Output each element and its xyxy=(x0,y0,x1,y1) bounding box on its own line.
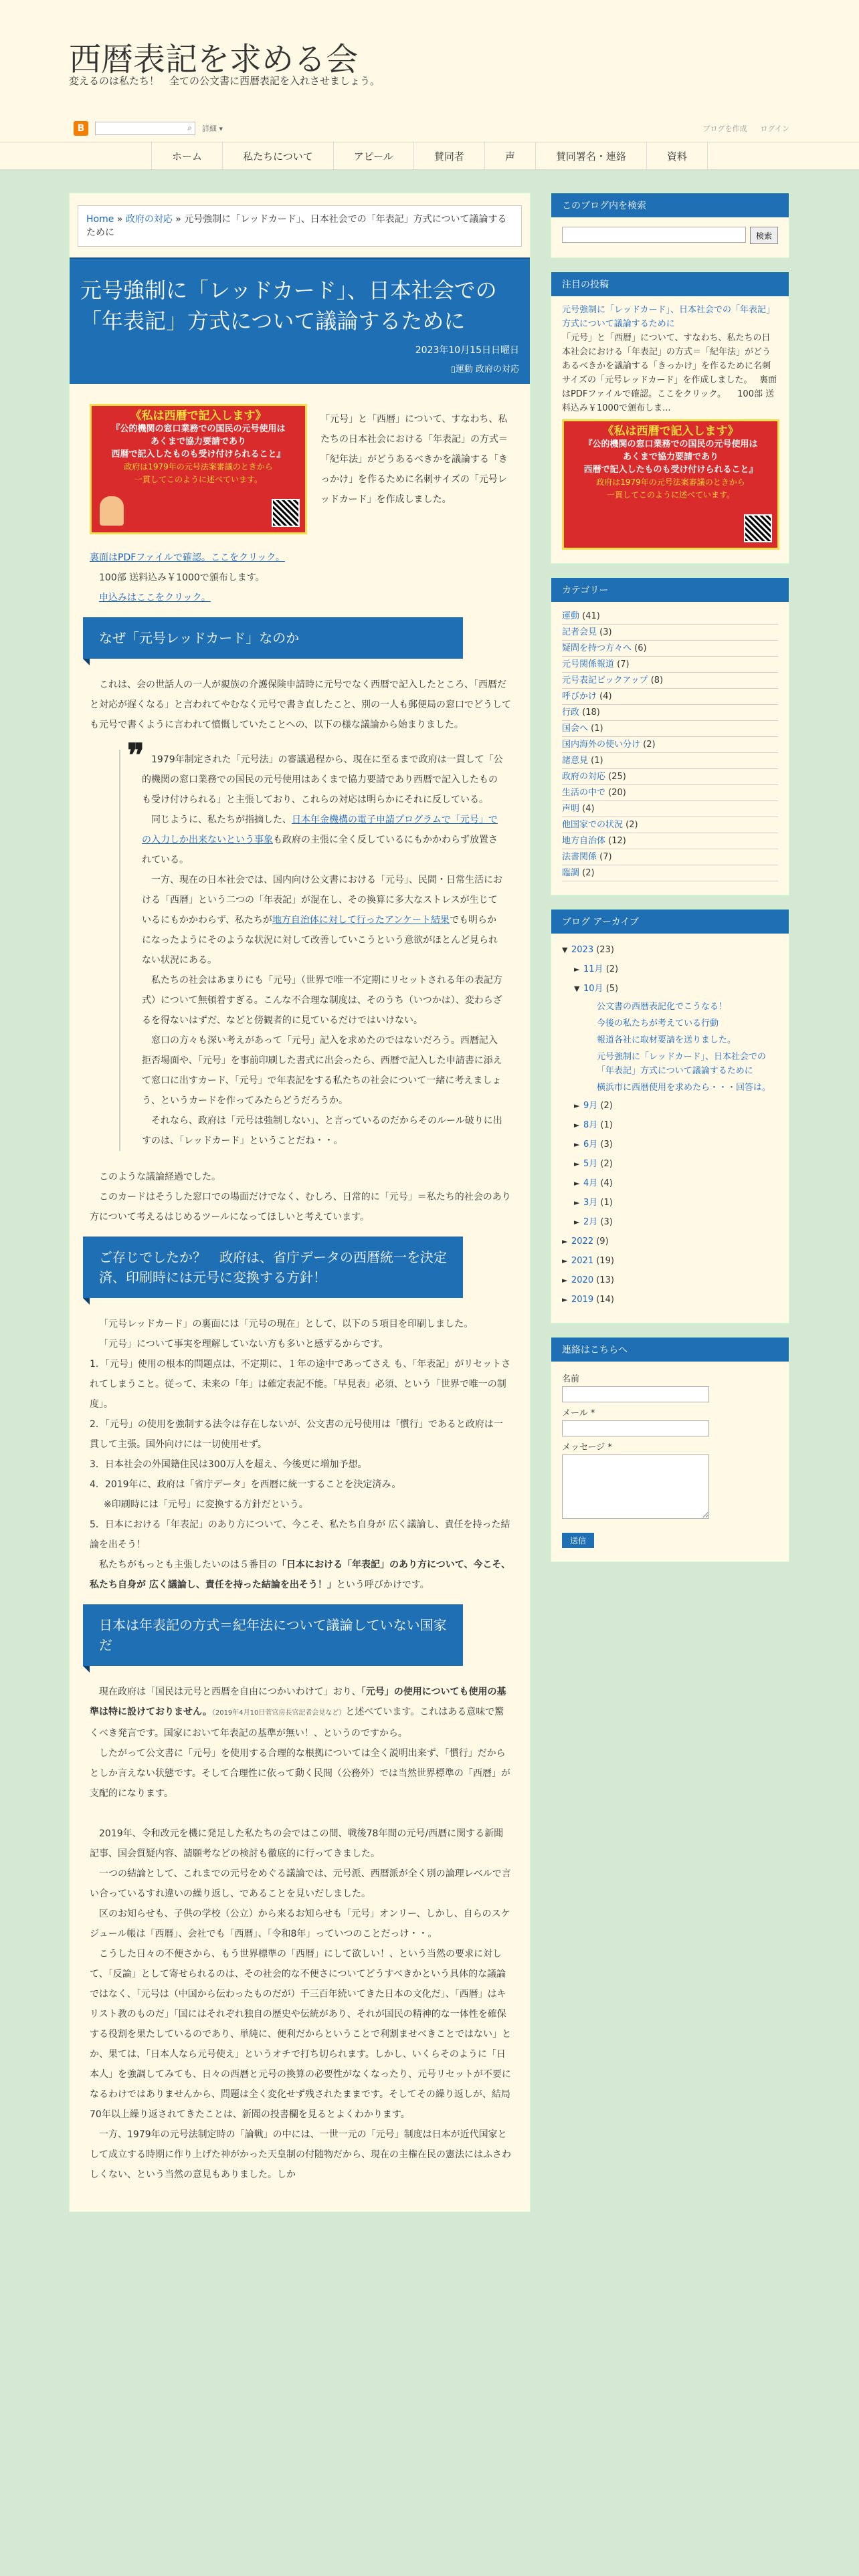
category-widget xyxy=(551,577,789,895)
archive-month-link[interactable]: 9月 xyxy=(583,1101,598,1111)
category-count: (2) xyxy=(582,868,595,878)
archive-year-link[interactable]: 2021 xyxy=(571,1256,594,1266)
price-text: 100部 送料込み￥1000で頒布します。 xyxy=(99,572,265,583)
category-item[interactable] xyxy=(562,657,778,673)
category-link[interactable]: 国会へ xyxy=(562,724,589,734)
category-item[interactable] xyxy=(562,737,778,753)
login-link[interactable]: ログイン xyxy=(760,124,789,133)
paragraph: 「元号レッドカード」の裏面には「元号の現在」として、以下の５項目を印刷しました。 xyxy=(99,1319,474,1329)
nav-item-appeal[interactable]: アピール xyxy=(333,142,413,171)
flyer-line: 政府は1979年の元号法案審議のときから xyxy=(596,477,745,487)
expand-triangle-icon[interactable]: ► xyxy=(574,1160,580,1168)
paragraph: このような議論経過でした。 xyxy=(99,1172,221,1182)
flyer-line: 一貫してこのように述べています。 xyxy=(606,490,735,500)
category-link[interactable]: 他国家での状況 xyxy=(562,820,624,830)
archive-widget xyxy=(551,909,789,1323)
text: という呼びかけです。 xyxy=(336,1580,430,1590)
blogger-logo-icon[interactable]: B xyxy=(74,121,88,136)
category-count: (20) xyxy=(608,788,626,798)
post-title: 元号強制に「レッドカード」、日本社会での「年表記」方式について議論するために xyxy=(80,278,497,334)
category-link[interactable]: 政府の対応 xyxy=(562,772,606,782)
blogger-navbar xyxy=(74,119,789,138)
search-widget xyxy=(551,193,789,258)
category-link[interactable]: 臨調 xyxy=(562,868,580,878)
widget-title: カテゴリー xyxy=(551,578,789,602)
archive-year-link[interactable]: 2019 xyxy=(571,1295,594,1305)
archive-post-link[interactable]: 報道各社に取材要請を送りました。 xyxy=(597,1035,737,1045)
archive-month[interactable] xyxy=(562,1174,778,1193)
email-label: メール * xyxy=(562,1408,595,1418)
archive-count: (1) xyxy=(600,1120,613,1130)
collapse-triangle-icon[interactable]: ▼ xyxy=(562,946,568,954)
flyer-line: 西暦で記入したものも受け付けられること』 xyxy=(583,465,758,475)
category-link[interactable]: 地方自治体 xyxy=(562,836,606,846)
message-field[interactable] xyxy=(562,1455,709,1519)
archive-month-link[interactable]: 5月 xyxy=(583,1159,598,1169)
flyer-line: 《私は西暦で記入します》 xyxy=(602,425,739,438)
archive-post-link[interactable]: 今後の私たちが考えている行動 xyxy=(597,1018,719,1029)
flyer-line: あくまで協力要請であり xyxy=(622,452,719,462)
category-link[interactable]: 元号表記ピックアップ xyxy=(562,675,648,685)
category-link[interactable]: 運動 xyxy=(562,611,580,621)
breadcrumb-separator: » xyxy=(116,214,123,225)
flyer-line: 西暦で記入したものも受け付けられること』 xyxy=(111,449,286,459)
create-blog-link[interactable]: ブログを作成 xyxy=(702,124,747,133)
blog-search-input[interactable] xyxy=(562,227,746,243)
category-link[interactable]: 元号関係報道 xyxy=(562,659,615,669)
archive-month[interactable] xyxy=(562,1135,778,1154)
flyer-line: 《私は西暦で記入します》 xyxy=(130,409,267,423)
flyer-line: 一貫してこのように述べています。 xyxy=(134,475,263,484)
nav-item-supporters[interactable]: 賛同者 xyxy=(413,142,484,171)
category-link[interactable]: 呼びかけ xyxy=(562,691,597,702)
category-link[interactable]: 記者会見 xyxy=(562,627,597,637)
site-title[interactable]: 西暦表記を求める会 xyxy=(69,41,359,78)
bold-text: 「元号」の使用についても使用の基準は特に設けておりません。 xyxy=(90,1687,506,1717)
archive-post-link[interactable]: 横浜市に西暦使用を求めたら・・・回答は。 xyxy=(597,1083,771,1093)
red-card-flyer-image[interactable] xyxy=(90,404,307,534)
widget-title: このブログ内を検索 xyxy=(551,193,789,217)
archive-month[interactable] xyxy=(562,1115,778,1135)
category-count: (7) xyxy=(599,852,612,862)
list-item: 4．2019年に、政府は「省庁データ」を西暦に統一することを決定済み。 xyxy=(90,1479,401,1490)
archive-year-link[interactable]: 2023 xyxy=(571,945,594,955)
breadcrumb-current: 元号強制に「レッドカード」、日本社会での「年表記」方式について議論するために xyxy=(86,214,507,238)
category-count: (1) xyxy=(591,724,603,734)
search-icon[interactable]: ⌕ xyxy=(187,123,192,132)
pdf-link[interactable]: 裏面はPDFファイルで確認。ここをクリック。 xyxy=(90,552,285,563)
list xyxy=(90,1354,511,1555)
archive-month[interactable] xyxy=(562,1212,778,1232)
contact-widget xyxy=(551,1337,789,1562)
text: 現在政府は「国民は元号と西暦を自由につかいわけて」おり、 xyxy=(99,1687,361,1697)
flyer-line: あくまで協力要請であり xyxy=(150,437,246,447)
category-item[interactable] xyxy=(562,721,778,737)
quote-paragraph: 1979年制定された「元号法」の審議過程から、現在に至るまで政府は一貫して「公的機関の窓口業務での国民の元号使用はあくまで協力要請であり西暦で記入したものも受け付けられる」と主張しており、これらの対応は明らかにそれに反している。 xyxy=(142,754,503,805)
category-count: (2) xyxy=(626,820,638,830)
quote-paragraph: 私たちの社会はあまりにも「元号」（世界で唯一不定期にリセットされる年の表記方式）について無頓着すぎる。こんな不合理な制度は、そのうち（いつかは）、変わらざるを得ないはずだ、などと傍観者的に見ているだけではいけない。 xyxy=(142,975,502,1026)
archive-count: (2) xyxy=(605,964,619,974)
archive-month-link[interactable]: 10月 xyxy=(583,984,603,994)
category-count: (4) xyxy=(599,691,612,702)
widget-title: 連絡はこちらへ xyxy=(551,1337,789,1362)
expand-triangle-icon[interactable]: ► xyxy=(562,1276,568,1285)
expand-triangle-icon[interactable]: ► xyxy=(574,1140,580,1149)
paragraph xyxy=(90,1682,511,1743)
category-item[interactable] xyxy=(562,705,778,721)
category-item[interactable] xyxy=(562,641,778,657)
widget-title: 注目の投稿 xyxy=(551,272,789,296)
archive-year[interactable] xyxy=(562,1232,778,1251)
breadcrumb-home[interactable]: Home xyxy=(86,214,114,225)
category-item[interactable] xyxy=(562,817,778,833)
message-label: メッセージ * xyxy=(562,1442,612,1453)
category-link[interactable]: 諸意見 xyxy=(562,756,589,766)
archive-year-link[interactable]: 2020 xyxy=(571,1275,594,1285)
archive-post-link[interactable]: 公文書の西暦表記化でこうなる！ xyxy=(597,1002,728,1012)
text: 私たちがもっとも主張したいのは５番目の xyxy=(99,1560,277,1570)
nav-item-voice[interactable]: 声 xyxy=(484,142,535,171)
category-count: (18) xyxy=(582,708,600,718)
archive-tree xyxy=(551,934,789,1316)
navbar-more-menu[interactable]: 詳細 ▾ xyxy=(202,124,223,133)
paragraph: 「元号」について事実を理解していない方も多いと感ずるからです。 xyxy=(99,1339,389,1350)
category-item[interactable] xyxy=(562,849,778,865)
expand-triangle-icon[interactable]: ► xyxy=(574,1198,580,1207)
flyer-line: 『公的機関の窓口業務での国民の元号使用は xyxy=(583,439,758,449)
flyer-line: 『公的機関の窓口業務での国民の元号使用は xyxy=(111,424,286,434)
archive-count: (9) xyxy=(596,1237,609,1247)
expand-triangle-icon[interactable]: ► xyxy=(574,965,580,974)
post-header xyxy=(70,257,530,384)
category-item[interactable] xyxy=(562,769,778,785)
expand-triangle-icon[interactable]: ► xyxy=(574,1121,580,1130)
archive-year-link[interactable]: 2022 xyxy=(571,1237,594,1247)
small-text: （2019年4月10日菅官房長官記者会見など） xyxy=(211,1709,346,1717)
email-field[interactable] xyxy=(562,1420,709,1436)
category-list xyxy=(551,602,789,888)
post-body xyxy=(70,384,530,2185)
apply-link[interactable]: 申込みはここをクリック。 xyxy=(99,593,211,603)
category-link[interactable]: 生活の中で xyxy=(562,788,606,798)
archive-month[interactable] xyxy=(562,1096,778,1115)
archive-year[interactable] xyxy=(562,1271,778,1290)
paragraph: 2019年、令和改元を機に発足した私たちの会ではこの間、戦後78年間の元号/西暦に関する新聞記事、国会質疑内容、請願考などの検討も徹底的に行ってきました。 xyxy=(90,1828,504,1859)
archive-count: (1) xyxy=(600,1198,613,1208)
expand-triangle-icon[interactable]: ► xyxy=(574,1179,580,1188)
name-field[interactable] xyxy=(562,1386,709,1402)
archive-count: (3) xyxy=(600,1140,613,1150)
nav-item-signature[interactable]: 賛同署名・連絡 xyxy=(535,142,646,171)
featured-flyer-image[interactable] xyxy=(562,419,779,550)
paragraph: これは、会の世話人の一人が親族の介護保険申請時に元号でなく西暦で記入したところ、「西暦だと対応が遅くなる」と言われてやむなく元号で書き直したこと、別の一人も郵便局の窓口でどうしても元号で書くように言われて憤慨していたことへの、以下の様な議論から始まりました。 xyxy=(90,679,511,730)
category-link[interactable]: 法書関係 xyxy=(562,852,597,862)
list-item: 3．日本社会の外国籍住民は300万人を超え、今後更に増加予想。 xyxy=(90,1459,367,1470)
site-description: 変えるのは私たち！ 全ての公文書に西暦表記を入れさせましょう。 xyxy=(69,75,381,87)
bold-text: 「日本における「年表記」のあり方について、今こそ、私たち自身が 広く議論し、責任を持った結論を出そう！」 xyxy=(90,1560,511,1590)
expand-triangle-icon[interactable]: ► xyxy=(562,1295,568,1304)
expand-triangle-icon[interactable]: ► xyxy=(574,1218,580,1226)
category-item[interactable] xyxy=(562,801,778,817)
category-item[interactable] xyxy=(562,609,778,625)
category-count: (2) xyxy=(643,740,656,750)
paragraph: 一つの結論として、これまでの元号をめぐる議論では、元号派、西暦派が全く別の論理レベルで言い合っているすれ違いの繰り返し、であることを見いだしました。 xyxy=(90,1868,511,1899)
archive-count: (23) xyxy=(596,945,614,955)
text: でも明らかになったようにそのような状況に対して改善していこうという意欲がほとんど見られない状況にある。 xyxy=(142,915,498,966)
category-count: (3) xyxy=(599,627,612,637)
expand-triangle-icon[interactable]: ► xyxy=(562,1257,568,1265)
breadcrumb-category[interactable]: 政府の対応 xyxy=(125,214,173,225)
category-link[interactable]: 国内海外の使い分け xyxy=(562,740,641,750)
category-link[interactable]: 声明 xyxy=(562,804,580,814)
breadcrumb xyxy=(78,205,522,247)
category-link[interactable]: 行政 xyxy=(562,708,580,718)
quote-paragraph: 窓口の方々も深い考えがあって「元号」記入を求めたのではないだろう。西暦記入拒否場面や、「元号」を事前印刷した書式に出会ったら、西暦で記入した申請書に添えて窓口に出すカード、「元号」で年表記をする私たちの社会について一緒に考えましょう、というカードを作ってみたらどうだろうか。 xyxy=(142,1035,502,1106)
category-count: (41) xyxy=(582,611,600,621)
expand-triangle-icon[interactable]: ► xyxy=(574,1101,580,1110)
archive-month-list xyxy=(562,1096,778,1232)
category-item[interactable] xyxy=(562,865,778,881)
quote-paragraph xyxy=(142,870,506,970)
quote-paragraph: それなら、政府は「元号は強制しない」、と言っているのだからそのルール破りに出すのは、「レッドカード」ということだね・・。 xyxy=(142,1115,502,1146)
paragraph: このカードはそうした窓口での場面だけでなく、むしろ、日常的に「元号」＝私たち的社会のあり方について考えるはじめるツールになってほしいと考えています。 xyxy=(90,1192,511,1222)
site-header xyxy=(0,0,859,160)
pension-program-link[interactable]: 日本年金機構の電子申請プログラムで「元号」での入力しか出来ないという事象 xyxy=(142,815,498,845)
blockquote xyxy=(119,737,506,1151)
category-count: (25) xyxy=(608,772,626,782)
archive-month[interactable] xyxy=(562,960,778,979)
category-item[interactable] xyxy=(562,625,778,641)
archive-count: (14) xyxy=(596,1295,614,1305)
paragraph: したがって公文書に「元号」を使用する合理的な根拠については全く説明出来ず、「慣行」だからとしか言えない状態です。そして合理性に依って動く民間（公務外）では当然世界標準の「西暦」が支配的になります。 xyxy=(90,1748,510,1799)
category-link[interactable]: 疑問を持つ方々へ xyxy=(562,643,632,653)
qr-code-icon xyxy=(272,499,300,527)
intro-text: 「元号」と「西暦」について、すなわち、私たちの日本社会における「年表記」の方式＝「紀年法」がどうあるべきかを議論する「きっかけ」を作るために名刺サイズの「元号レッドカード」を作成しました。 xyxy=(320,414,508,505)
navbar-search-input[interactable] xyxy=(95,122,195,135)
nav-item-home[interactable]: ホーム xyxy=(151,142,222,171)
text: も政府の主張に全く反しているにもかかわらず放置されている。 xyxy=(142,835,498,865)
search-button[interactable]: 検索 xyxy=(750,227,778,244)
section-heading: ご存じでしたか？ 政府は、省庁データの西暦統一を決定済、印刷時には元号に変換する方針！ xyxy=(83,1237,463,1298)
featured-post-excerpt: 「元号」と「西暦」について、すなわち、私たちの日本社会における「年表記」の方式＝「紀年法」がどうあるべきかを議論する「きっかけ」を作るために名刺サイズの「元号レッドカード」を作成しました。 裏面はPDFファイルで確認。ここをクリック。 100部 送料込み￥1000で頒布しま... xyxy=(562,333,777,413)
send-button[interactable]: 送信 xyxy=(562,1533,594,1548)
text: と述べています。これはある意味で驚くべき発言です。国家において年表記の基準が無い！、というのですから。 xyxy=(90,1707,504,1739)
archive-year[interactable] xyxy=(562,1290,778,1309)
text: 同じように、私たちが指摘した、 xyxy=(151,815,292,825)
archive-year[interactable] xyxy=(562,1251,778,1271)
category-item[interactable] xyxy=(562,833,778,849)
archive-month-link[interactable]: 2月 xyxy=(583,1217,598,1227)
archive-month-link[interactable]: 8月 xyxy=(583,1120,598,1130)
expand-triangle-icon[interactable]: ► xyxy=(562,1237,568,1246)
quote-icon: ❞ xyxy=(127,737,145,774)
sidebar xyxy=(551,193,789,1576)
label-icon: ▯ xyxy=(450,364,456,374)
person-illustration xyxy=(100,496,124,526)
paragraph: 一方、1979年の元号法制定時の「論戦」の中には、一世一元の「元号」制度は日本が近代国家として成立する時期に作り上げた神がかった天皇制の付随物だから、現在の主権在民の憲法にはふさわしくない、という当然の意見もありました。しか xyxy=(90,2129,511,2180)
archive-month-link[interactable]: 11月 xyxy=(583,964,603,974)
category-count: (6) xyxy=(634,643,647,653)
paragraph: 区のお知らせも、子供の学校（公立）から来るお知らせも「元号」オンリー、しかし、自らのスケジュール帳は「西暦」、会社でも「西暦」、「令和8年」っていつのことだっけ・・。 xyxy=(90,1909,510,1939)
main-nav xyxy=(0,142,859,170)
category-count: (8) xyxy=(650,675,664,685)
archive-month[interactable] xyxy=(562,1193,778,1212)
archive-count: (13) xyxy=(596,1275,614,1285)
paragraph: こうした日々の不便さから、もう世界標準の「西暦」にして欲しい！、という当然の要求に対して、「反論」として寄せられるのは、その社会的な不便さについてどうすべきかという具体的な議論ではなく、「元号は（中国から伝わったものだが）千三百年続いてきた日本の文化だ」、「西暦」はキリスト教のものだ」「国にはそれぞれ独自の歴史や伝統があり、それが国民の精神的な一体性を確保する役割を果たしているのであり、単純に、便利だからということで利割ませべきことではない」とか、果ては、「日本人なら元号使え」というオチで打ち切られます。しかし、いくらそのように「日本人」を強調してみても、日々の西暦と元号の換算の必要性がなくなったり、元号リセットが不要になるわけではありませんから、問題は全く変化せず残されたままです。そしてその繰り返しが、結局70年以上繰り返されてきたことは、新聞の投書欄を見るとよくわかります。 xyxy=(90,1949,511,2120)
archive-year-list xyxy=(562,1232,778,1309)
category-count: (4) xyxy=(582,804,595,814)
archive-count: (3) xyxy=(600,1217,613,1227)
category-item[interactable] xyxy=(562,785,778,801)
list-item: 1．「元号」使用の根本的問題点は、不定期に、１年の途中であってさえ も、「年表記」がリセットされてしまうこと。従って、未来の「年」は確定表記不能。「早見表」必須、という「世界で唯一の制度」。 xyxy=(90,1359,511,1410)
list-item: 2．「元号」の使用を強制する法令は存在しないが、公文書の元号使用は「慣行」であると政府は一貫して主張。国外向けには一切使用せず。 xyxy=(90,1419,503,1450)
quote-paragraph xyxy=(142,810,506,870)
category-count: (12) xyxy=(608,836,626,846)
main-content xyxy=(69,193,531,2212)
archive-count: (5) xyxy=(605,984,619,994)
nav-item-about[interactable]: 私たちについて xyxy=(222,142,333,171)
archive-post-link[interactable]: 元号強制に「レッドカード」、日本社会での「年表記」方式について議論するために xyxy=(597,1052,766,1076)
featured-post-link[interactable]: 元号強制に「レッドカード」、日本社会での「年表記」方式について議論するために xyxy=(562,305,775,329)
archive-count: (2) xyxy=(600,1159,613,1169)
collapse-triangle-icon[interactable]: ▼ xyxy=(574,984,580,993)
post-date: 2023年10月15日日曜日 xyxy=(415,345,519,356)
archive-month-link[interactable]: 4月 xyxy=(583,1178,598,1188)
archive-year[interactable] xyxy=(562,940,778,960)
archive-month-link[interactable]: 6月 xyxy=(583,1140,598,1150)
post-labels[interactable] xyxy=(80,362,519,374)
flyer-line: 政府は1979年の元号法案審議のときから xyxy=(124,462,273,471)
list-item: 5．日本における「年表記」のあり方について、今こそ、私たち自身が 広く議論し、責任を持った結論を出そう！ xyxy=(90,1519,510,1550)
category-item[interactable] xyxy=(562,753,778,769)
nav-item-materials[interactable]: 資料 xyxy=(646,142,708,171)
archive-count: (2) xyxy=(600,1101,613,1111)
paragraph xyxy=(90,1555,511,1595)
archive-month[interactable] xyxy=(562,1154,778,1174)
archive-count: (19) xyxy=(596,1256,614,1266)
breadcrumb-separator: » xyxy=(175,214,181,225)
featured-post-widget xyxy=(551,272,789,564)
category-count: (7) xyxy=(617,659,630,669)
survey-results-link[interactable]: 地方自治体に対して行ったアンケート結果 xyxy=(272,915,450,926)
section-heading: 日本は年表記の方式＝紀年法について議論していない国家だ xyxy=(83,1604,463,1666)
category-item[interactable] xyxy=(562,689,778,705)
archive-month-link[interactable]: 3月 xyxy=(583,1198,598,1208)
text: 一方、現在の日本社会では、国内向け公文書における「元号」、民間・日常生活における「西暦」という二つの「年表記」が混在し、その換算に多大なストレスが生じているにもかかわらず、私たちが xyxy=(142,875,502,926)
section-heading: なぜ「元号レッドカード」なのか xyxy=(83,617,463,659)
post-labels-text[interactable]: 運動 政府の対応 xyxy=(455,364,519,374)
list-item: ※印刷時には「元号」に変換する方針だという。 xyxy=(104,1499,308,1510)
qr-code-icon xyxy=(744,514,772,542)
archive-month[interactable] xyxy=(562,979,778,998)
category-count: (1) xyxy=(591,756,603,766)
widget-title: ブログ アーカイブ xyxy=(551,909,789,934)
archive-count: (4) xyxy=(600,1178,613,1188)
name-label: 名前 xyxy=(562,1374,580,1384)
category-item[interactable] xyxy=(562,673,778,689)
